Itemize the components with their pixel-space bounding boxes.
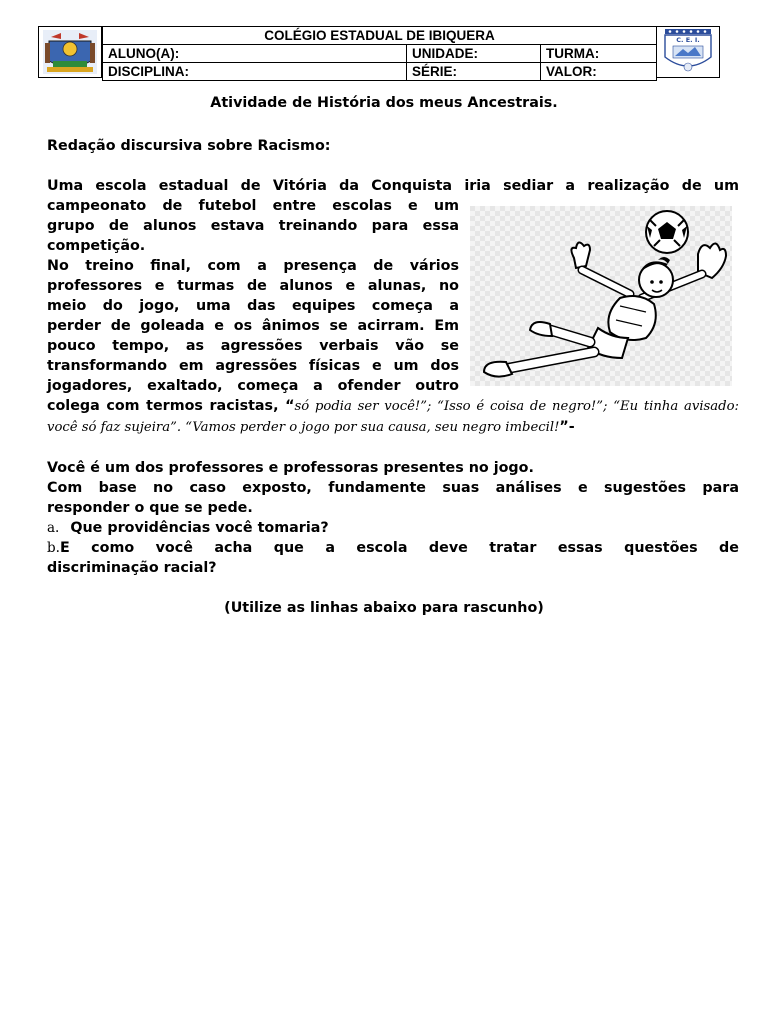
prompt-line: responder o que se pede. xyxy=(47,500,253,516)
prompt-paragraph xyxy=(47,458,739,518)
activity-title: Atividade de História dos meus Ancestrais. xyxy=(210,95,558,111)
prompt-line: Você é um dos professores e professoras presentes no jogo. xyxy=(47,460,534,476)
question-b-line-1: E como você acha que a escola deve tratar essas questões de xyxy=(59,540,739,556)
story-line-12: colega com termos racistas, “ xyxy=(47,398,295,414)
unidade-field[interactable]: UNIDADE: xyxy=(407,45,541,63)
story-line: grupo de alunos estava treinando para essa xyxy=(47,218,459,234)
story-line: No treino final, com a presença de vários xyxy=(47,258,459,274)
school-name: COLÉGIO ESTADUAL DE IBIQUERA xyxy=(103,27,657,45)
goalkeeper-illustration xyxy=(470,206,732,386)
soccer-ball-icon xyxy=(646,211,688,253)
quote-end: ”- xyxy=(559,419,575,435)
question-b-marker: b. xyxy=(47,540,60,556)
story-line: pouco tempo, as agressões verbais vão se xyxy=(47,338,459,354)
story-line: professores e turmas de alunos e alunas, no xyxy=(47,278,459,294)
draft-note: (Utilize as linhas abaixo para rascunho) xyxy=(224,600,544,616)
story-line-1: Uma escola estadual de Vitória da Conquista iria sediar a realização de um xyxy=(47,178,739,194)
quote-part-b: você só faz sujeira”. “Vamos perder o jogo por sua causa, seu negro imbecil! xyxy=(47,420,560,435)
cei-school-logo xyxy=(656,26,720,78)
racist-quotes-paragraph xyxy=(47,396,739,438)
aluno-field[interactable]: ALUNO(A): xyxy=(103,45,407,63)
school-crest-logo xyxy=(38,26,102,78)
question-a-marker: a. xyxy=(47,520,60,536)
section-title: Redação discursiva sobre Racismo: xyxy=(47,138,331,154)
story-wrapped-paragraph xyxy=(47,196,459,396)
story-line: transformando em agressões físicas e um dos xyxy=(47,358,459,374)
question-b xyxy=(47,538,739,578)
turma-field[interactable]: TURMA: xyxy=(541,45,657,63)
question-a-text: Que providências você tomaria? xyxy=(70,520,329,536)
question-a xyxy=(47,518,329,538)
valor-field[interactable]: VALOR: xyxy=(541,63,657,81)
serie-field[interactable]: SÉRIE: xyxy=(407,63,541,81)
header-table xyxy=(102,26,657,81)
question-b-line-2: discriminação racial? xyxy=(47,560,217,576)
quote-part-a: só podia ser você!”; “Isso é coisa de negro!”; “Eu tinha avisado: xyxy=(294,399,739,414)
prompt-line: Com base no caso exposto, fundamente suas análises e sugestões para xyxy=(47,480,739,496)
story-line: perder de goleada e os ânimos se acirram. Em xyxy=(47,318,459,334)
story-line: jogadores, exaltado, começa a ofender outro xyxy=(47,378,459,394)
disciplina-field[interactable]: DISCIPLINA: xyxy=(103,63,407,81)
story-line: competição. xyxy=(47,238,146,254)
story-line: campeonato de futebol entre escolas e um xyxy=(47,198,459,214)
story-line: meio do jogo, uma das equipes começa a xyxy=(47,298,459,314)
cei-logo-text: C. E. I. xyxy=(676,36,700,44)
